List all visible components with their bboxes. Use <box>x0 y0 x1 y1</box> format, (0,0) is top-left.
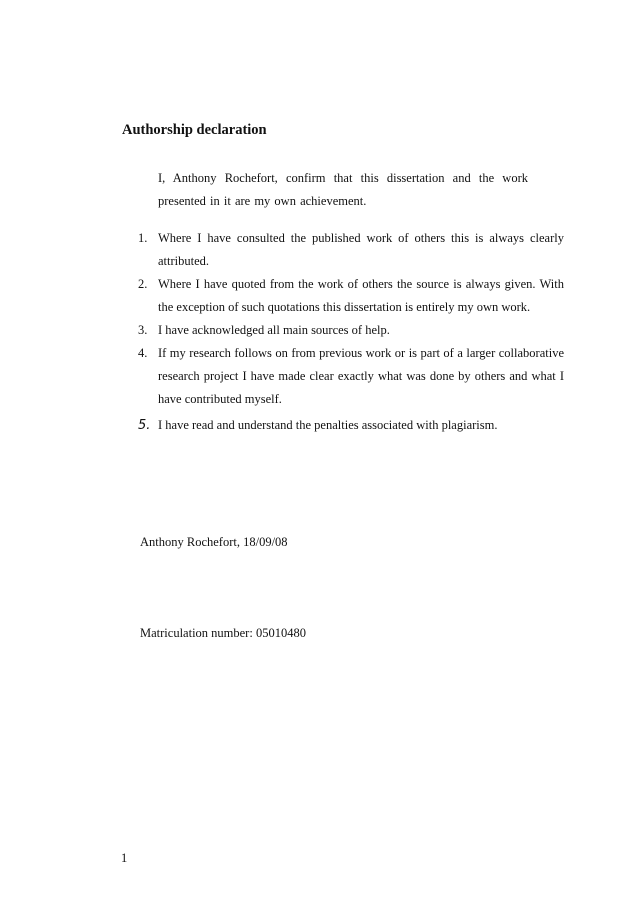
declaration-intro <box>158 167 528 213</box>
list-item-text: If my research follows on from previous work or is part of a larger collaborative research project I have made clear exactly what was done by others and what I have contributed myself. <box>158 346 564 406</box>
declaration-list <box>138 227 564 437</box>
list-item-number: 4. <box>138 346 148 360</box>
intro-line-1: I, Anthony Rochefort, confirm that this dissertation and the work <box>158 171 528 185</box>
page-title: Authorship declaration <box>122 122 267 138</box>
list-item-text: Where I have quoted from the work of others the source is always given. With the exception of such quotations this dissertation is entirely my own work. <box>158 277 564 314</box>
list-item-number: 1. <box>138 231 148 245</box>
page-number: 1 <box>121 851 128 865</box>
list-item-number: 5. <box>138 418 151 433</box>
list-item-text: I have read and understand the penalties associated with plagiarism. <box>158 418 498 432</box>
list-item-number: 2. <box>138 277 148 291</box>
signature-line: Anthony Rochefort, 18/09/08 <box>140 535 288 549</box>
list-item <box>138 227 564 273</box>
intro-line-2: presented in it are my own achievement. <box>158 194 367 208</box>
list-item-text: I have acknowledged all main sources of help. <box>158 323 390 337</box>
list-item-text: Where I have consulted the published work of others this is always clearly attributed. <box>158 231 564 268</box>
matriculation-number: Matriculation number: 05010480 <box>140 626 306 640</box>
list-item-number: 3. <box>138 323 148 337</box>
list-item <box>138 273 564 319</box>
list-item <box>138 319 564 342</box>
list-item <box>138 342 564 411</box>
list-item <box>138 414 564 437</box>
